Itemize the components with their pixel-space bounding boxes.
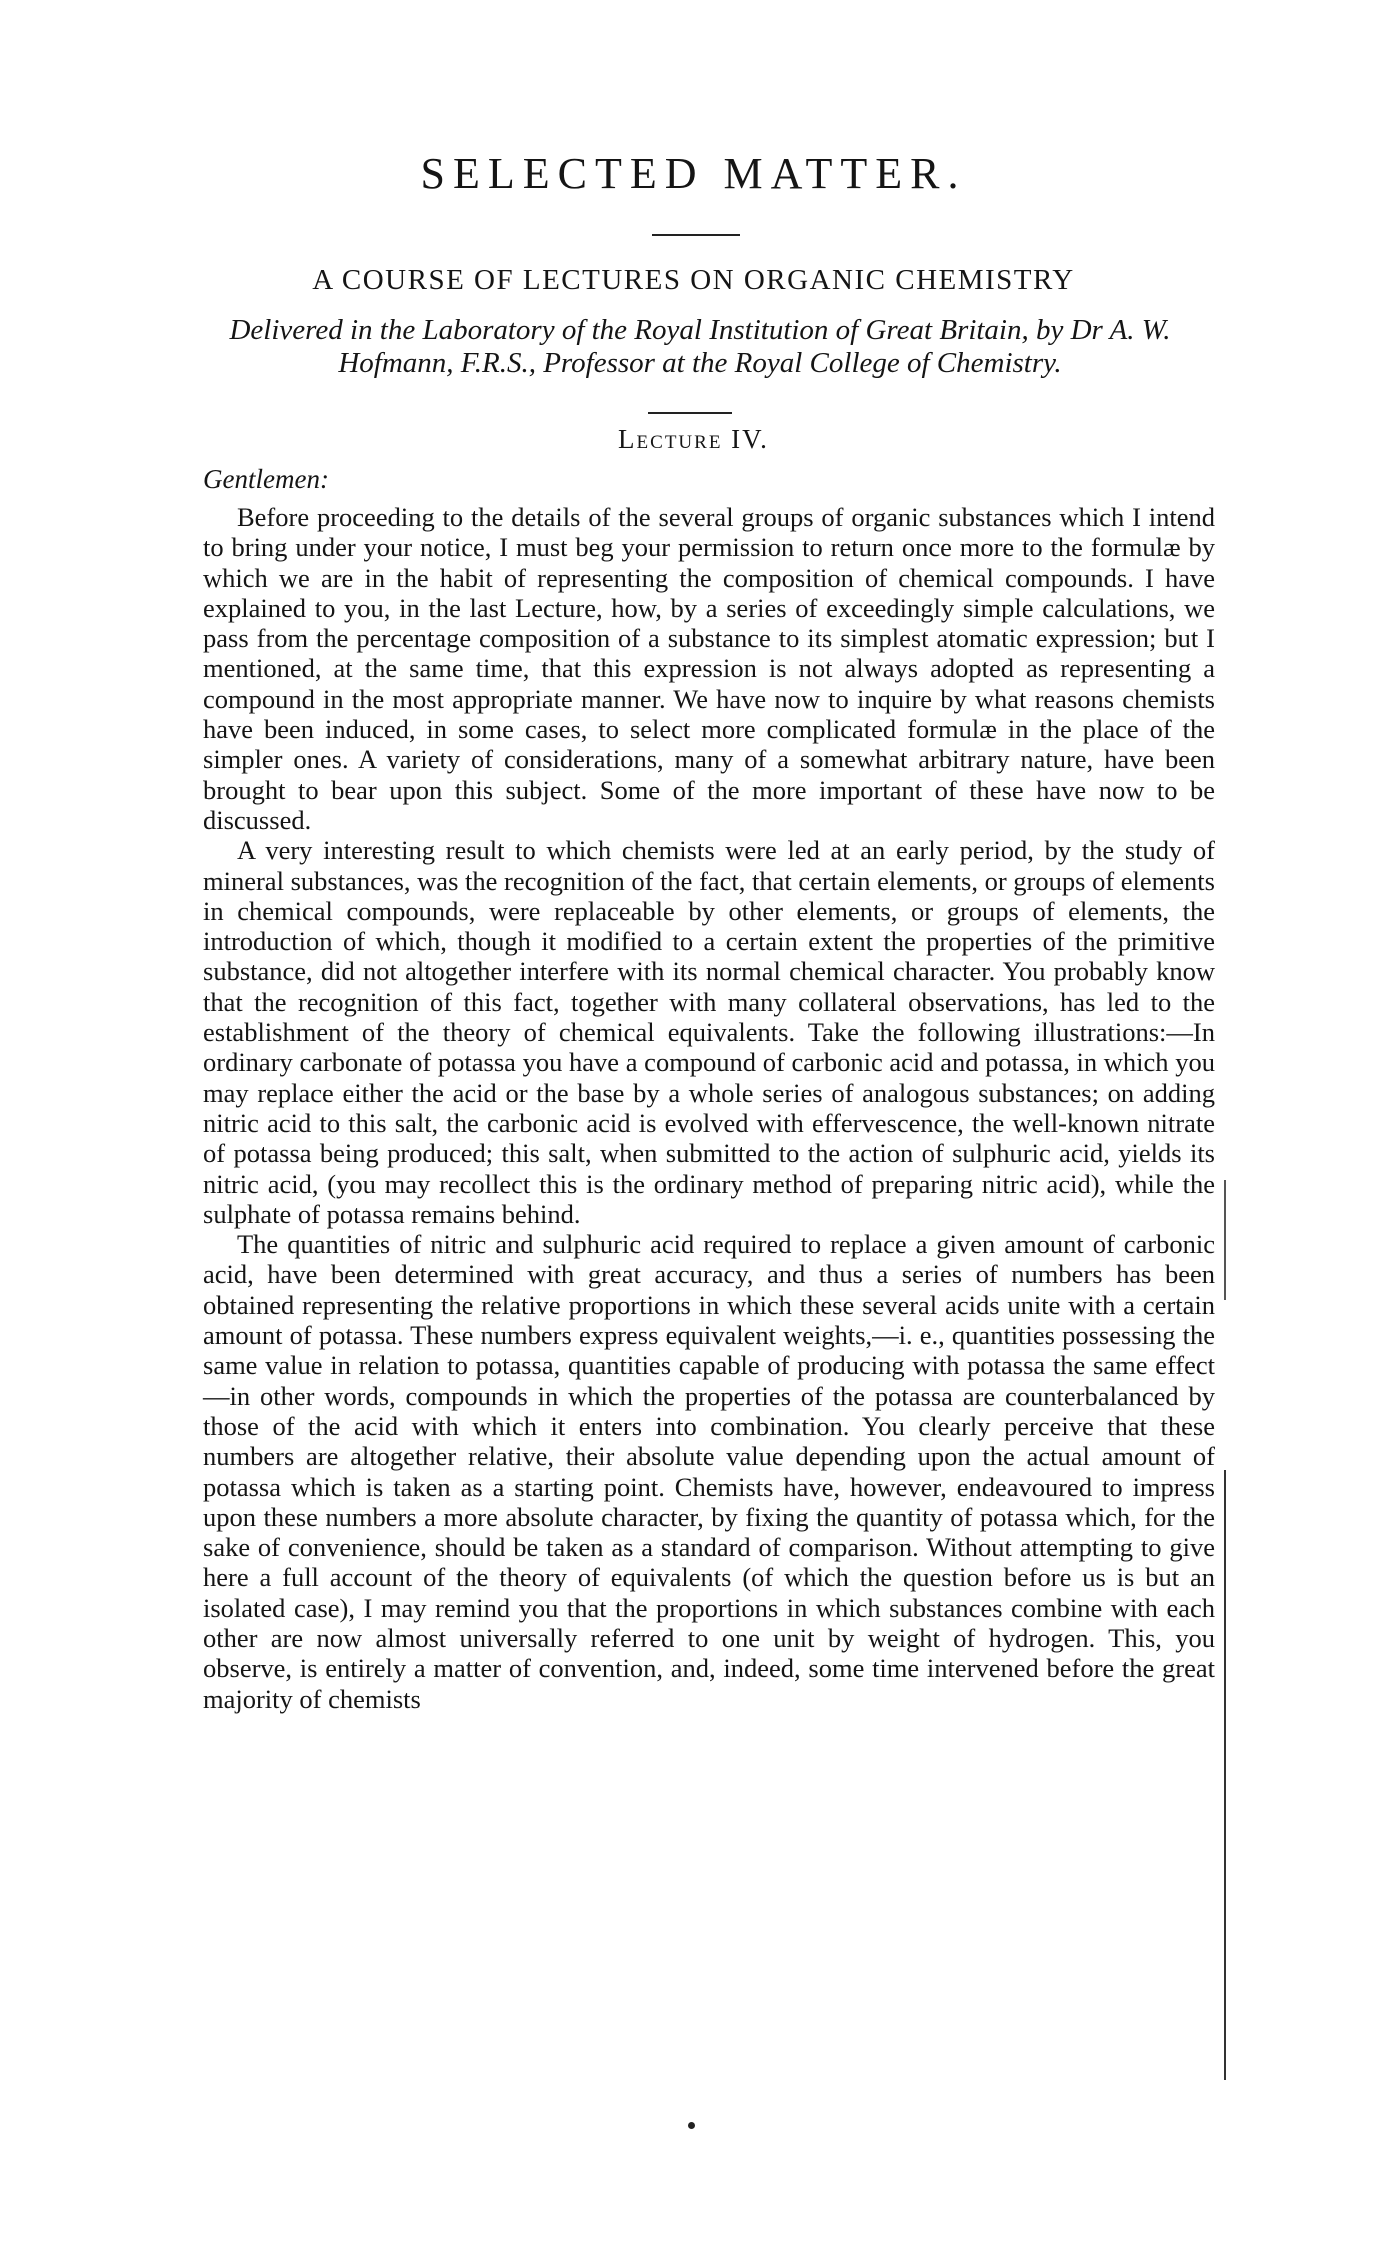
page-edge-line [1224,1470,1226,2080]
lecture-course-title: A COURSE OF LECTURES ON ORGANIC CHEMISTRY [312,264,1075,296]
lecture-number: Lecture IV. [618,424,769,454]
paragraph-3: The quantities of nitric and sulphuric acid required to replace a given amount of carbonic acid, have been determined with great accuracy, and thus a series of numbers has been obtained representing the relative proportions in which these several acids unite with a certain amount of potassa. These numbers express equivalent weights,—i. e., quantities possessing the same value in relation to potassa, quantities capable of producing with potassa the same effect—in other words, compounds in which the properties of the potassa are counterbalanced by those of the acid with which it enters into combination. You clearly perceive that these numbers are altogether relative, their absolute value depending upon the actual amount of potassa which is taken as a starting point. Chemists have, however, endeavoured to impress upon these numbers a more absolute character, by fixing the quantity of potassa which, for the sake of convenience, should be taken as a standard of comparison. Without attempting to give here a full account of the theory of equivalents (of which the question before us is but an isolated case), I may remind you that the proportions in which substances combine with each other are now almost universally referred to one unit by weight of hydrogen. This, you observe, is entirely a matter of convention, and, indeed, some time intervened before the great majority of chemists [203,1229,1215,1714]
page-edge-line [1224,1180,1226,1300]
salutation: Gentlemen: [203,464,329,494]
heading-rule [652,234,740,236]
paragraph-1: Before proceeding to the details of the several groups of organic substances which I intend to bring under your notice, I must beg your permission to return once more to the formulæ by which we are in the habit of representing the composition of chemical compounds. I have explained to you, in the last Lecture, how, by a series of exceedingly simple calculations, we pass from the percentage composition of a substance to its simplest atomatic expression; but I mentioned, at the same time, that this expression is not always adopted as representing a compound in the most appropriate manner. We have now to inquire by what reasons chemists have been induced, in some cases, to select more complicated formulæ in the place of the simpler ones. A variety of considerations, many of a somewhat arbitrary nature, have been brought to bear upon this subject. Some of the more important of these have now to be discussed. [203,502,1215,835]
paragraph-2: A very interesting result to which chemists were led at an early period, by the study of mineral substances, was the recognition of the fact, that certain elements, or groups of elements in chemical compounds, were replaceable by other elements, or groups of elements, the introduction of which, though it modified to a certain extent the properties of the primitive substance, did not altogether interfere with its normal chemical character. You probably know that the recognition of this fact, together with many collateral observations, has led to the establishment of the theory of chemical equivalents. Take the following illustrations:—In ordinary carbonate of potassa you have a compound of carbonic acid and potassa, in which you may replace either the acid or the base by a whole series of analogous substances; on adding nitric acid to this salt, the carbonic acid is evolved with effervescence, the well-known nitrate of potassa being produced; this salt, when submitted to the action of sulphuric acid, yields its nitric acid, (you may recollect this is the ordinary method of preparing nitric acid), while the sulphate of potassa remains behind. [203,835,1215,1229]
lecture-body [203,502,1215,1714]
section-heading: SELECTED MATTER. [420,149,967,198]
title-rule [648,412,732,414]
footer-dot [688,2122,695,2129]
delivered-by-line: Delivered in the Laboratory of the Royal Institution of Great Britain, by Dr A. W. Hofmann, F.R.S., Professor at the Royal College of Chemistry. [229,314,1171,379]
